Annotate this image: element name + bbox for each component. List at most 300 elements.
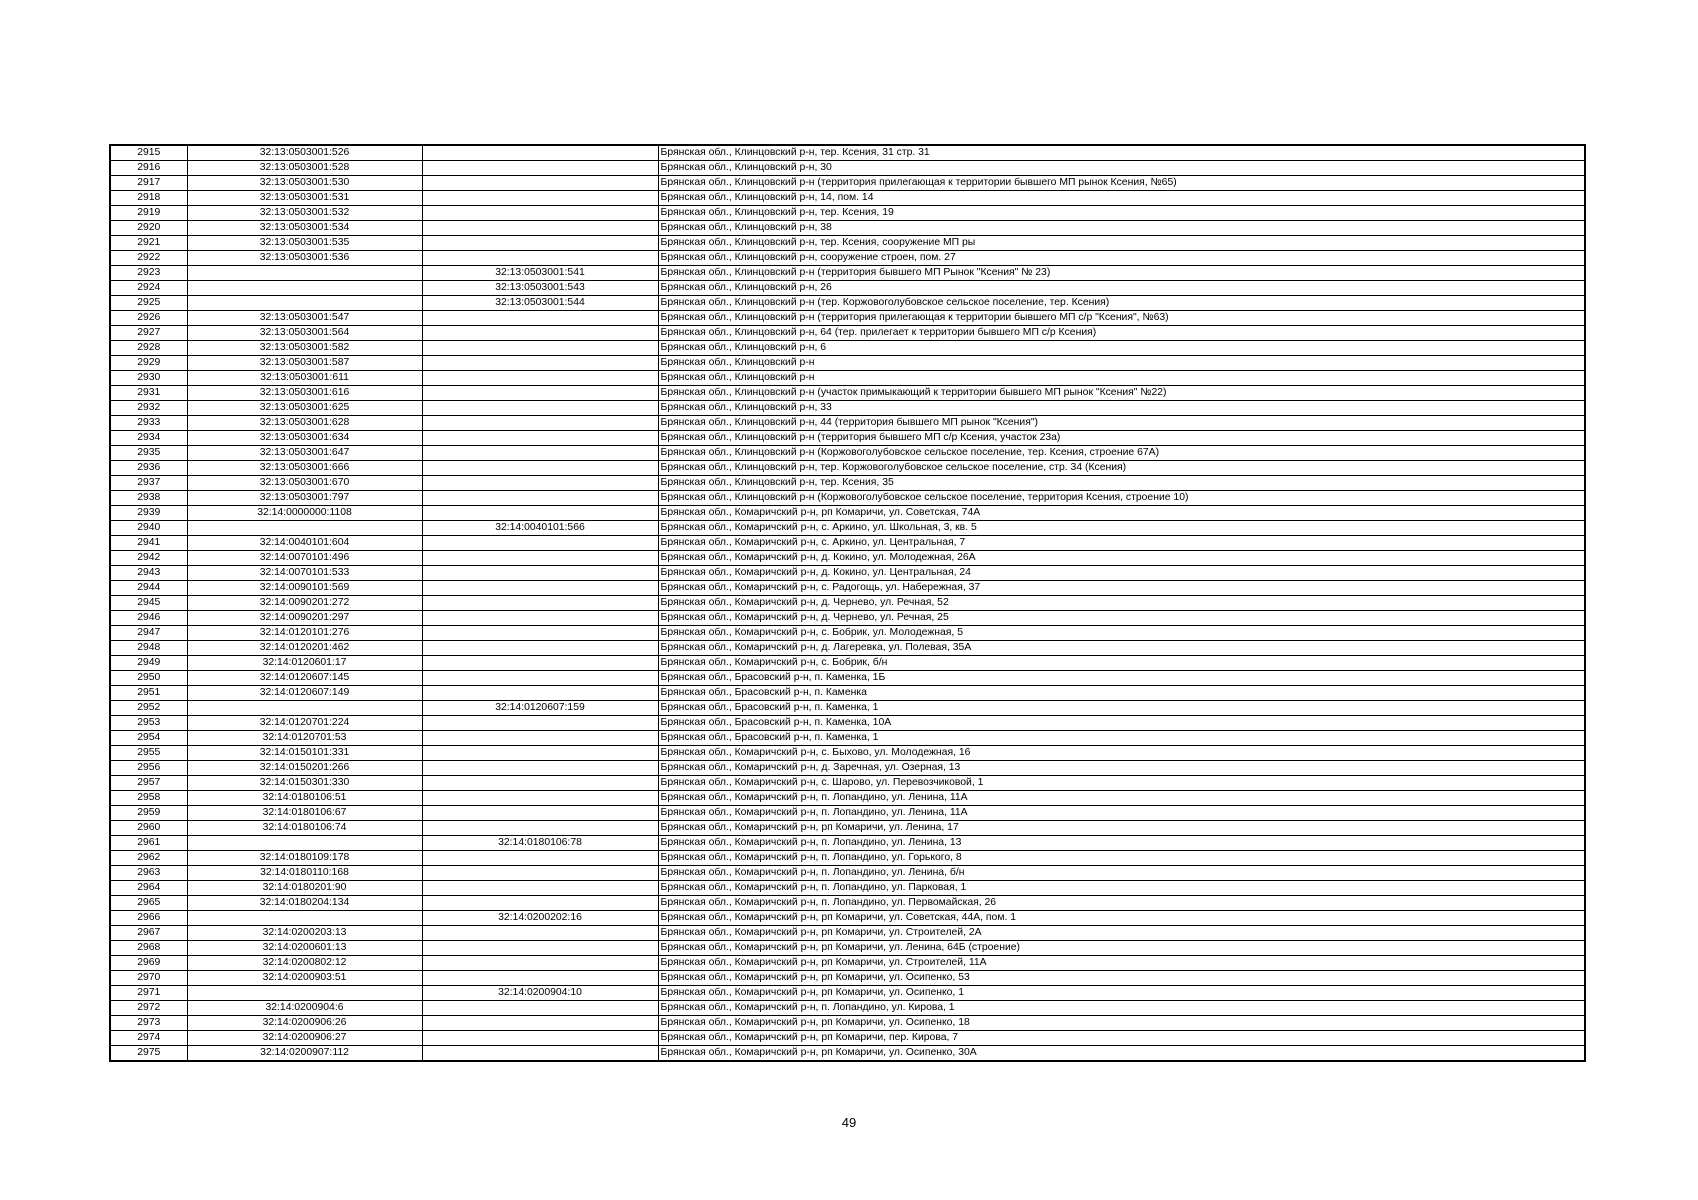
address-cell: Брянская обл., Комаричский р-н, рп Комаричи, ул. Осипенко, 18 (658, 1015, 1585, 1030)
address-cell: Брянская обл., Брасовский р-н, п. Каменка, 1 (658, 700, 1585, 715)
table-row (110, 940, 1585, 955)
address-cell: Брянская обл., Брасовский р-н, п. Каменка, 1 (658, 730, 1585, 745)
address-cell: Брянская обл., Клинцовский р-н, 14, пом. 14 (658, 190, 1585, 205)
cadastral-number-cell: 32:14:0200802:12 (187, 955, 422, 970)
cadastral-number-cell: 32:13:0503001:535 (187, 235, 422, 250)
row-number-cell: 2920 (110, 220, 187, 235)
address-cell: Брянская обл., Клинцовский р-н, 64 (тер. прилегает к территории бывшего МП с/р Ксения) (658, 325, 1585, 340)
cadastral-number-secondary-cell (422, 1030, 658, 1045)
cadastral-number-cell: 32:13:0503001:582 (187, 340, 422, 355)
cadastral-number-secondary-cell (422, 625, 658, 640)
table-row (110, 295, 1585, 310)
cadastral-number-cell: 32:14:0200904:6 (187, 1000, 422, 1015)
address-cell: Брянская обл., Клинцовский р-н, 44 (территория бывшего МП рынок "Ксения") (658, 415, 1585, 430)
cadastral-number-cell: 32:13:0503001:634 (187, 430, 422, 445)
cadastral-number-secondary-cell (422, 160, 658, 175)
cadastral-number-cell: 32:14:0090201:297 (187, 610, 422, 625)
cadastral-number-cell: 32:14:0040101:604 (187, 535, 422, 550)
cadastral-number-cell (187, 520, 422, 535)
cadastral-number-secondary-cell (422, 250, 658, 265)
cadastral-number-secondary-cell (422, 355, 658, 370)
cadastral-number-secondary-cell (422, 205, 658, 220)
address-cell: Брянская обл., Комаричский р-н, п. Лопандино, ул. Кирова, 1 (658, 1000, 1585, 1015)
cadastral-number-secondary-cell (422, 430, 658, 445)
cadastral-number-secondary-cell: 32:14:0180106:78 (422, 835, 658, 850)
cadastral-number-cell: 32:14:0180106:67 (187, 805, 422, 820)
address-cell: Брянская обл., Комаричский р-н, рп Комаричи, ул. Осипенко, 53 (658, 970, 1585, 985)
cadastral-number-secondary-cell: 32:13:0503001:544 (422, 295, 658, 310)
table-row (110, 205, 1585, 220)
cadastral-number-secondary-cell (422, 925, 658, 940)
address-cell: Брянская обл., Комаричский р-н, д. Заречная, ул. Озерная, 13 (658, 760, 1585, 775)
row-number-cell: 2949 (110, 655, 187, 670)
cadastral-number-cell (187, 265, 422, 280)
address-cell: Брянская обл., Клинцовский р-н (658, 370, 1585, 385)
address-cell: Брянская обл., Комаричский р-н, рп Комаричи, ул. Строителей, 2А (658, 925, 1585, 940)
cadastral-number-secondary-cell (422, 940, 658, 955)
address-cell: Брянская обл., Клинцовский р-н, тер. Ксения, 35 (658, 475, 1585, 490)
cadastral-number-cell: 32:14:0090101:569 (187, 580, 422, 595)
cadastral-number-cell: 32:14:0090201:272 (187, 595, 422, 610)
address-cell: Брянская обл., Комаричский р-н, с. Бобрик, ул. Молодежная, 5 (658, 625, 1585, 640)
row-number-cell: 2927 (110, 325, 187, 340)
table-row (110, 520, 1585, 535)
cadastral-number-secondary-cell: 32:14:0200202:16 (422, 910, 658, 925)
table-row (110, 865, 1585, 880)
row-number-cell: 2953 (110, 715, 187, 730)
table-row (110, 175, 1585, 190)
cadastral-number-cell: 32:14:0180106:74 (187, 820, 422, 835)
cadastral-number-secondary-cell (422, 970, 658, 985)
table-row (110, 580, 1585, 595)
cadastral-number-cell: 32:14:0200203:13 (187, 925, 422, 940)
cadastral-number-secondary-cell (422, 670, 658, 685)
cadastral-number-secondary-cell (422, 715, 658, 730)
row-number-cell: 2975 (110, 1045, 187, 1060)
address-cell: Брянская обл., Комаричский р-н, с. Шарово, ул. Перевозчиковой, 1 (658, 775, 1585, 790)
address-cell: Брянская обл., Комаричский р-н, д. Кокино, ул. Центральная, 24 (658, 565, 1585, 580)
row-number-cell: 2930 (110, 370, 187, 385)
address-cell: Брянская обл., Комаричский р-н, рп Комаричи, пер. Кирова, 7 (658, 1030, 1585, 1045)
address-cell: Брянская обл., Клинцовский р-н (тер. Коржовоголубовское сельское поселение, тер. Ксения) (658, 295, 1585, 310)
address-cell: Брянская обл., Клинцовский р-н (территория бывшего МП с/р Ксения, участок 23а) (658, 430, 1585, 445)
row-number-cell: 2950 (110, 670, 187, 685)
table-row (110, 250, 1585, 265)
cadastral-number-secondary-cell (422, 895, 658, 910)
address-cell: Брянская обл., Клинцовский р-н (658, 355, 1585, 370)
address-cell: Брянская обл., Комаричский р-н, рп Комаричи, ул. Советская, 74А (658, 505, 1585, 520)
cadastral-number-secondary-cell (422, 730, 658, 745)
table-row (110, 835, 1585, 850)
address-cell: Брянская обл., Комаричский р-н, п. Лопандино, ул. Ленина, 11А (658, 790, 1585, 805)
table-row (110, 460, 1585, 475)
address-cell: Брянская обл., Клинцовский р-н, тер. Ксения, 31 стр. 31 (658, 145, 1585, 160)
cadastral-number-cell (187, 985, 422, 1000)
row-number-cell: 2969 (110, 955, 187, 970)
address-cell: Брянская обл., Клинцовский р-н, сооружение строен, пом. 27 (658, 250, 1585, 265)
address-cell: Брянская обл., Брасовский р-н, п. Каменка, 10А (658, 715, 1585, 730)
address-cell: Брянская обл., Комаричский р-н, п. Лопандино, ул. Ленина, 11А (658, 805, 1585, 820)
cadastral-number-secondary-cell (422, 775, 658, 790)
table-row (110, 220, 1585, 235)
address-cell: Брянская обл., Клинцовский р-н (участок примыкающий к территории бывшего МП рынок "Ксения" №22) (658, 385, 1585, 400)
cadastral-number-cell: 32:13:0503001:547 (187, 310, 422, 325)
row-number-cell: 2939 (110, 505, 187, 520)
cadastral-number-cell: 32:14:0150301:330 (187, 775, 422, 790)
table-row (110, 820, 1585, 835)
row-number-cell: 2948 (110, 640, 187, 655)
address-cell: Брянская обл., Комаричский р-н, д. Чернево, ул. Речная, 25 (658, 610, 1585, 625)
row-number-cell: 2961 (110, 835, 187, 850)
address-cell: Брянская обл., Комаричский р-н, рп Комаричи, ул. Осипенко, 30А (658, 1045, 1585, 1060)
row-number-cell: 2924 (110, 280, 187, 295)
table-row (110, 985, 1585, 1000)
cadastral-number-secondary-cell (422, 955, 658, 970)
row-number-cell: 2925 (110, 295, 187, 310)
table-row (110, 610, 1585, 625)
address-cell: Брянская обл., Брасовский р-н, п. Каменка (658, 685, 1585, 700)
address-cell: Брянская обл., Комаричский р-н, п. Лопандино, ул. Парковая, 1 (658, 880, 1585, 895)
cadastral-number-secondary-cell (422, 445, 658, 460)
cadastral-number-cell: 32:13:0503001:528 (187, 160, 422, 175)
address-cell: Брянская обл., Клинцовский р-н, 38 (658, 220, 1585, 235)
cadastral-number-secondary-cell (422, 745, 658, 760)
row-number-cell: 2919 (110, 205, 187, 220)
table-row (110, 925, 1585, 940)
cadastral-number-secondary-cell (422, 325, 658, 340)
cadastral-number-secondary-cell (422, 1045, 658, 1060)
row-number-cell: 2960 (110, 820, 187, 835)
page-number: 49 (841, 1115, 857, 1130)
cadastral-number-secondary-cell (422, 370, 658, 385)
cadastral-number-cell: 32:13:0503001:797 (187, 490, 422, 505)
cadastral-number-cell: 32:13:0503001:536 (187, 250, 422, 265)
cadastral-number-cell: 32:14:0120101:276 (187, 625, 422, 640)
row-number-cell: 2931 (110, 385, 187, 400)
row-number-cell: 2970 (110, 970, 187, 985)
address-cell: Брянская обл., Клинцовский р-н (Коржовоголубовское сельское поселение, территория Ксения, строение 10) (658, 490, 1585, 505)
table-row (110, 790, 1585, 805)
row-number-cell: 2954 (110, 730, 187, 745)
cadastral-number-cell: 32:14:0180201:90 (187, 880, 422, 895)
cadastral-number-secondary-cell (422, 535, 658, 550)
table-row (110, 505, 1585, 520)
address-cell: Брянская обл., Комаричский р-н, п. Лопандино, ул. Ленина, б/н (658, 865, 1585, 880)
cadastral-number-secondary-cell (422, 655, 658, 670)
table-row (110, 1030, 1585, 1045)
cadastral-number-cell (187, 295, 422, 310)
cadastral-number-secondary-cell (422, 385, 658, 400)
cadastral-number-cell: 32:13:0503001:625 (187, 400, 422, 415)
row-number-cell: 2929 (110, 355, 187, 370)
address-cell: Брянская обл., Комаричский р-н, рп Комаричи, ул. Осипенко, 1 (658, 985, 1585, 1000)
cadastral-number-secondary-cell (422, 1015, 658, 1030)
cadastral-number-cell: 32:14:0000000:1108 (187, 505, 422, 520)
row-number-cell: 2940 (110, 520, 187, 535)
address-cell: Брянская обл., Клинцовский р-н, тер. Ксения, сооружение МП ры (658, 235, 1585, 250)
address-cell: Брянская обл., Комаричский р-н, рп Комаричи, ул. Ленина, 17 (658, 820, 1585, 835)
address-cell: Брянская обл., Клинцовский р-н (территория прилегающая к территории бывшего МП рынок Ксения, №65) (658, 175, 1585, 190)
row-number-cell: 2921 (110, 235, 187, 250)
table-row (110, 415, 1585, 430)
table-row (110, 970, 1585, 985)
row-number-cell: 2946 (110, 610, 187, 625)
table-row (110, 625, 1585, 640)
cadastral-number-cell: 32:13:0503001:530 (187, 175, 422, 190)
cadastral-number-cell: 32:14:0120201:462 (187, 640, 422, 655)
cadastral-number-secondary-cell (422, 175, 658, 190)
row-number-cell: 2958 (110, 790, 187, 805)
row-number-cell: 2932 (110, 400, 187, 415)
cadastral-number-secondary-cell (422, 310, 658, 325)
row-number-cell: 2966 (110, 910, 187, 925)
cadastral-number-cell: 32:14:0070101:533 (187, 565, 422, 580)
table-row (110, 595, 1585, 610)
row-number-cell: 2963 (110, 865, 187, 880)
cadastral-number-secondary-cell (422, 850, 658, 865)
cadastral-number-cell: 32:14:0120601:17 (187, 655, 422, 670)
row-number-cell: 2964 (110, 880, 187, 895)
cadastral-number-cell: 32:13:0503001:587 (187, 355, 422, 370)
table-row (110, 700, 1585, 715)
table-body (110, 145, 1585, 1061)
cadastral-number-secondary-cell (422, 640, 658, 655)
table-row (110, 880, 1585, 895)
address-cell: Брянская обл., Комаричский р-н, рп Комаричи, ул. Советская, 44А, пом. 1 (658, 910, 1585, 925)
table-row (110, 370, 1585, 385)
cadastral-number-cell: 32:14:0120701:53 (187, 730, 422, 745)
cadastral-number-secondary-cell: 32:14:0040101:566 (422, 520, 658, 535)
table-row (110, 310, 1585, 325)
cadastral-number-secondary-cell: 32:13:0503001:541 (422, 265, 658, 280)
table-row (110, 670, 1585, 685)
row-number-cell: 2917 (110, 175, 187, 190)
table-row (110, 910, 1585, 925)
cadastral-number-secondary-cell (422, 145, 658, 160)
cadastral-number-secondary-cell (422, 880, 658, 895)
cadastral-number-cell: 32:14:0180106:51 (187, 790, 422, 805)
cadastral-number-cell: 32:14:0150101:331 (187, 745, 422, 760)
row-number-cell: 2934 (110, 430, 187, 445)
row-number-cell: 2974 (110, 1030, 187, 1045)
row-number-cell: 2937 (110, 475, 187, 490)
cadastral-number-cell: 32:13:0503001:670 (187, 475, 422, 490)
row-number-cell: 2962 (110, 850, 187, 865)
table-row (110, 655, 1585, 670)
cadastral-number-cell: 32:13:0503001:564 (187, 325, 422, 340)
table-row (110, 565, 1585, 580)
cadastral-number-secondary-cell: 32:14:0120607:159 (422, 700, 658, 715)
cadastral-number-secondary-cell (422, 190, 658, 205)
cadastral-number-cell: 32:13:0503001:666 (187, 460, 422, 475)
table-row (110, 385, 1585, 400)
table-row (110, 340, 1585, 355)
row-number-cell: 2967 (110, 925, 187, 940)
cadastral-number-secondary-cell (422, 550, 658, 565)
cadastral-number-cell: 32:13:0503001:616 (187, 385, 422, 400)
row-number-cell: 2935 (110, 445, 187, 460)
cadastral-number-cell: 32:13:0503001:526 (187, 145, 422, 160)
table-row (110, 490, 1585, 505)
table-row (110, 145, 1585, 160)
address-cell: Брянская обл., Клинцовский р-н, тер. Ксения, 19 (658, 205, 1585, 220)
row-number-cell: 2965 (110, 895, 187, 910)
table-row (110, 475, 1585, 490)
address-cell: Брянская обл., Комаричский р-н, с. Бобрик, б/н (658, 655, 1585, 670)
address-cell: Брянская обл., Клинцовский р-н (территория бывшего МП Рынок "Ксения" № 23) (658, 265, 1585, 280)
cadastral-number-secondary-cell (422, 580, 658, 595)
cadastral-number-cell: 32:14:0200601:13 (187, 940, 422, 955)
row-number-cell: 2918 (110, 190, 187, 205)
row-number-cell: 2951 (110, 685, 187, 700)
row-number-cell: 2938 (110, 490, 187, 505)
address-cell: Брянская обл., Клинцовский р-н (территория прилегающая к территории бывшего МП с/р "Ксения", №63) (658, 310, 1585, 325)
cadastral-number-cell: 32:14:0150201:266 (187, 760, 422, 775)
address-cell: Брянская обл., Клинцовский р-н, 6 (658, 340, 1585, 355)
row-number-cell: 2923 (110, 265, 187, 280)
address-cell: Брянская обл., Клинцовский р-н, тер. Коржовоголубовское сельское поселение, стр. 34 (Ксения) (658, 460, 1585, 475)
address-cell: Брянская обл., Комаричский р-н, с. Радогощь, ул. Набережная, 37 (658, 580, 1585, 595)
cadastral-number-secondary-cell (422, 595, 658, 610)
table-row (110, 265, 1585, 280)
cadastral-number-secondary-cell (422, 400, 658, 415)
cadastral-number-cell: 32:14:0180110:168 (187, 865, 422, 880)
row-number-cell: 2941 (110, 535, 187, 550)
table-row (110, 1015, 1585, 1030)
cadastral-number-cell: 32:13:0503001:531 (187, 190, 422, 205)
table-row (110, 895, 1585, 910)
cadastral-number-secondary-cell: 32:13:0503001:543 (422, 280, 658, 295)
cadastral-number-secondary-cell (422, 460, 658, 475)
row-number-cell: 2972 (110, 1000, 187, 1015)
row-number-cell: 2928 (110, 340, 187, 355)
address-cell: Брянская обл., Комаричский р-н, п. Лопандино, ул. Ленина, 13 (658, 835, 1585, 850)
address-cell: Брянская обл., Комаричский р-н, д. Лагеревка, ул. Полевая, 35А (658, 640, 1585, 655)
cadastral-number-cell: 32:14:0120701:224 (187, 715, 422, 730)
address-cell: Брянская обл., Комаричский р-н, п. Лопандино, ул. Горького, 8 (658, 850, 1585, 865)
row-number-cell: 2955 (110, 745, 187, 760)
row-number-cell: 2952 (110, 700, 187, 715)
row-number-cell: 2942 (110, 550, 187, 565)
table-row (110, 355, 1585, 370)
cadastral-number-cell (187, 835, 422, 850)
table-row (110, 955, 1585, 970)
cadastral-number-cell (187, 280, 422, 295)
cadastral-number-secondary-cell (422, 340, 658, 355)
cadastral-number-secondary-cell (422, 820, 658, 835)
cadastral-number-secondary-cell (422, 865, 658, 880)
cadastral-number-secondary-cell (422, 415, 658, 430)
row-number-cell: 2926 (110, 310, 187, 325)
row-number-cell: 2973 (110, 1015, 187, 1030)
row-number-cell: 2943 (110, 565, 187, 580)
row-number-cell: 2915 (110, 145, 187, 160)
table-row (110, 235, 1585, 250)
row-number-cell: 2944 (110, 580, 187, 595)
row-number-cell: 2956 (110, 760, 187, 775)
table-row (110, 775, 1585, 790)
table-row (110, 805, 1585, 820)
cadastral-number-cell: 32:13:0503001:532 (187, 205, 422, 220)
cadastral-number-cell (187, 910, 422, 925)
table-row (110, 745, 1585, 760)
cadastral-number-cell: 32:14:0180204:134 (187, 895, 422, 910)
address-cell: Брянская обл., Комаричский р-н, с. Быхово, ул. Молодежная, 16 (658, 745, 1585, 760)
table-row (110, 430, 1585, 445)
address-cell: Брянская обл., Брасовский р-н, п. Каменка, 1Б (658, 670, 1585, 685)
cadastral-number-secondary-cell: 32:14:0200904:10 (422, 985, 658, 1000)
cadastral-number-cell: 32:14:0070101:496 (187, 550, 422, 565)
table-row (110, 850, 1585, 865)
table-row (110, 280, 1585, 295)
cadastral-number-secondary-cell (422, 610, 658, 625)
address-cell: Брянская обл., Комаричский р-н, с. Аркино, ул. Центральная, 7 (658, 535, 1585, 550)
table-row (110, 715, 1585, 730)
table-row (110, 400, 1585, 415)
row-number-cell: 2947 (110, 625, 187, 640)
cadastral-number-secondary-cell (422, 235, 658, 250)
table-row (110, 445, 1585, 460)
row-number-cell: 2971 (110, 985, 187, 1000)
address-cell: Брянская обл., Комаричский р-н, д. Чернево, ул. Речная, 52 (658, 595, 1585, 610)
cadastral-number-secondary-cell (422, 685, 658, 700)
cadastral-number-secondary-cell (422, 565, 658, 580)
row-number-cell: 2936 (110, 460, 187, 475)
table-row (110, 550, 1585, 565)
row-number-cell: 2916 (110, 160, 187, 175)
cadastral-number-secondary-cell (422, 490, 658, 505)
table-row (110, 730, 1585, 745)
row-number-cell: 2959 (110, 805, 187, 820)
table-row (110, 325, 1585, 340)
cadastral-number-secondary-cell (422, 475, 658, 490)
cadastral-number-cell: 32:13:0503001:534 (187, 220, 422, 235)
row-number-cell: 2945 (110, 595, 187, 610)
address-cell: Брянская обл., Клинцовский р-н (Коржовоголубовское сельское поселение, тер. Ксения, строение 67А) (658, 445, 1585, 460)
cadastral-number-cell: 32:14:0200906:26 (187, 1015, 422, 1030)
property-table (109, 144, 1586, 1062)
cadastral-number-secondary-cell (422, 1000, 658, 1015)
cadastral-number-cell: 32:14:0200907:112 (187, 1045, 422, 1060)
table-row (110, 160, 1585, 175)
address-cell: Брянская обл., Клинцовский р-н, 33 (658, 400, 1585, 415)
cadastral-number-secondary-cell (422, 790, 658, 805)
cadastral-number-secondary-cell (422, 805, 658, 820)
address-cell: Брянская обл., Комаричский р-н, д. Кокино, ул. Молодежная, 26А (658, 550, 1585, 565)
address-cell: Брянская обл., Комаричский р-н, с. Аркино, ул. Школьная, 3, кв. 5 (658, 520, 1585, 535)
cadastral-number-cell: 32:13:0503001:628 (187, 415, 422, 430)
row-number-cell: 2933 (110, 415, 187, 430)
cadastral-number-cell: 32:14:0200906:27 (187, 1030, 422, 1045)
address-cell: Брянская обл., Комаричский р-н, рп Комаричи, ул. Строителей, 11А (658, 955, 1585, 970)
table-row (110, 190, 1585, 205)
cadastral-number-cell: 32:14:0120607:145 (187, 670, 422, 685)
row-number-cell: 2957 (110, 775, 187, 790)
cadastral-number-secondary-cell (422, 505, 658, 520)
address-cell: Брянская обл., Комаричский р-н, рп Комаричи, ул. Ленина, 64Б (строение) (658, 940, 1585, 955)
cadastral-number-cell: 32:14:0180109:178 (187, 850, 422, 865)
cadastral-number-secondary-cell (422, 220, 658, 235)
address-cell: Брянская обл., Комаричский р-н, п. Лопандино, ул. Первомайская, 26 (658, 895, 1585, 910)
table-row (110, 1045, 1585, 1060)
cadastral-number-cell (187, 700, 422, 715)
cadastral-number-cell: 32:14:0120607:149 (187, 685, 422, 700)
cadastral-number-secondary-cell (422, 760, 658, 775)
address-cell: Брянская обл., Клинцовский р-н, 26 (658, 280, 1585, 295)
cadastral-number-cell: 32:14:0200903:51 (187, 970, 422, 985)
address-cell: Брянская обл., Клинцовский р-н, 30 (658, 160, 1585, 175)
row-number-cell: 2968 (110, 940, 187, 955)
